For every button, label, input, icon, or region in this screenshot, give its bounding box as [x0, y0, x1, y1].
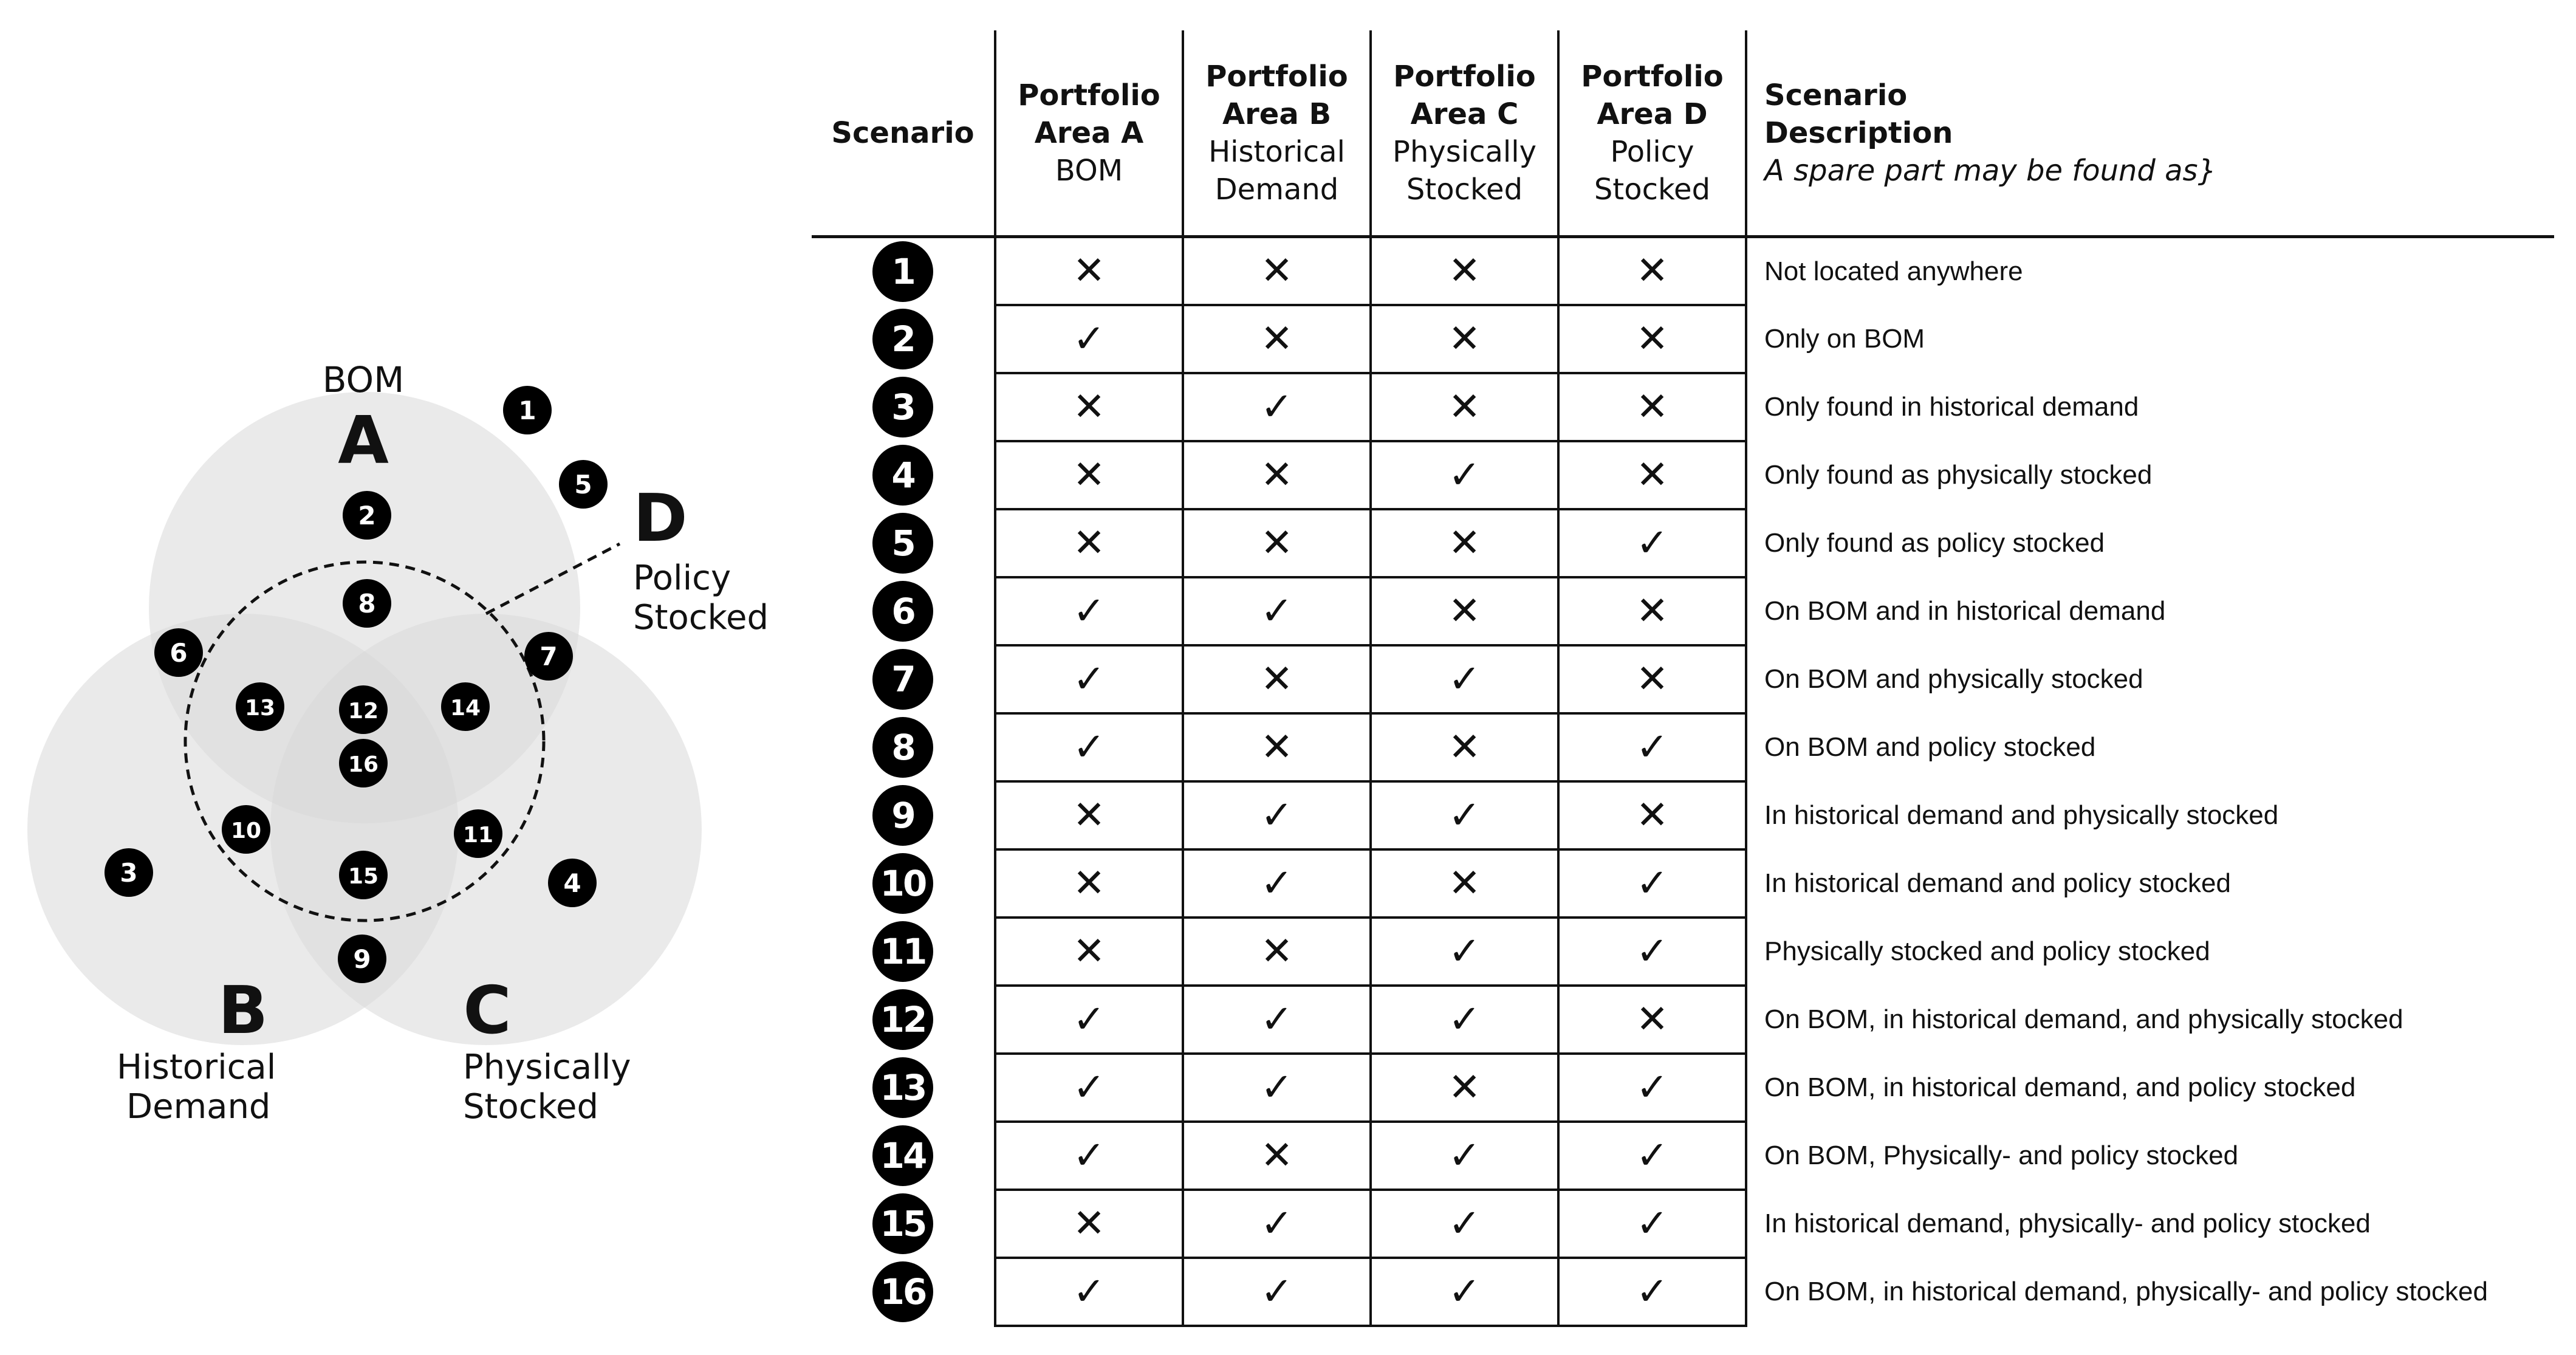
header-area-d-sub1: Policy: [1610, 134, 1694, 169]
area-c-mark: ✕: [1371, 305, 1558, 373]
table-row: [812, 373, 2554, 441]
svg-text:16: 16: [348, 752, 379, 777]
venn-badge-10: [222, 805, 270, 854]
venn-badge-4: [548, 859, 597, 907]
area-b-mark: ✓: [1183, 986, 1371, 1054]
circle-b-letter: B: [218, 973, 269, 1049]
scenario-number-badge: 3: [872, 377, 933, 437]
area-b-mark: ✓: [1183, 1054, 1371, 1122]
area-c-mark: ✕: [1371, 713, 1558, 781]
area-c-mark: ✕: [1371, 237, 1558, 306]
table-row: [812, 986, 2554, 1054]
area-d-mark: ✓: [1558, 1258, 1746, 1326]
header-description: [1746, 30, 2554, 237]
scenario-number-badge: 16: [872, 1261, 933, 1322]
scenario-number-cell: [812, 849, 995, 918]
venn-badge-15: [339, 851, 388, 899]
area-b-mark: ✓: [1183, 781, 1371, 849]
scenario-number-badge: 2: [872, 309, 933, 369]
svg-text:2: 2: [358, 501, 376, 530]
area-a-mark: ✓: [995, 986, 1183, 1054]
table-body: [812, 237, 2554, 1326]
svg-text:5: 5: [574, 470, 592, 499]
area-c-mark: ✕: [1371, 373, 1558, 441]
scenario-number-badge: 14: [872, 1125, 933, 1186]
table-row: [812, 441, 2554, 509]
scenario-number-cell: [812, 1122, 995, 1190]
scenario-number-badge: 15: [872, 1193, 933, 1254]
venn-badge-16: [339, 739, 388, 787]
area-c-mark: ✓: [1371, 781, 1558, 849]
table-row: [812, 577, 2554, 645]
circle-a-letter: A: [338, 403, 389, 479]
venn-badge-1: [503, 386, 552, 434]
area-a-mark: ✓: [995, 645, 1183, 713]
area-c-mark: ✓: [1371, 986, 1558, 1054]
circle-b-name-line1: Historical: [117, 1048, 276, 1087]
area-a-mark: ✕: [995, 509, 1183, 577]
table-row: [812, 645, 2554, 713]
scenario-description: Only on BOM: [1746, 305, 2554, 373]
area-c-mark: ✕: [1371, 577, 1558, 645]
scenario-number-cell: [812, 645, 995, 713]
circle-d-name-line2: Stocked: [633, 598, 769, 637]
scenario-number-badge: 9: [872, 785, 933, 846]
area-a-mark: ✕: [995, 781, 1183, 849]
area-d-mark: ✕: [1558, 577, 1746, 645]
scenario-number-badge: 1: [872, 241, 933, 302]
scenario-number-cell: [812, 441, 995, 509]
venn-badge-8: [343, 579, 391, 628]
scenario-description: Physically stocked and policy stocked: [1746, 918, 2554, 986]
svg-text:6: 6: [170, 638, 188, 668]
table-row: [812, 713, 2554, 781]
area-d-mark: ✓: [1558, 1190, 1746, 1258]
header-area-c-line1: Portfolio: [1393, 59, 1536, 94]
area-b-mark: ✓: [1183, 1190, 1371, 1258]
scenario-description: In historical demand and physically stocked: [1746, 781, 2554, 849]
scenario-description: In historical demand and policy stocked: [1746, 849, 2554, 918]
area-b-mark: ✕: [1183, 237, 1371, 306]
area-a-mark: ✓: [995, 1054, 1183, 1122]
scenario-number-cell: [812, 577, 995, 645]
scenario-description: Only found as policy stocked: [1746, 509, 2554, 577]
table-header-row: [812, 30, 2554, 237]
area-a-mark: ✕: [995, 441, 1183, 509]
table-row: [812, 1190, 2554, 1258]
area-a-mark: ✕: [995, 918, 1183, 986]
table-row: [812, 237, 2554, 306]
scenario-number-cell: [812, 918, 995, 986]
svg-text:14: 14: [450, 696, 481, 721]
svg-text:8: 8: [358, 589, 376, 619]
scenario-number-cell: [812, 781, 995, 849]
area-d-mark: ✕: [1558, 373, 1746, 441]
circle-d-name-line1: Policy: [633, 558, 731, 598]
area-d-mark: ✓: [1558, 918, 1746, 986]
scenario-description: On BOM and policy stocked: [1746, 713, 2554, 781]
table-row: [812, 1258, 2554, 1326]
scenario-number-badge: 8: [872, 717, 933, 778]
header-area-d-line2: Area D: [1597, 97, 1708, 131]
venn-badge-12: [339, 685, 388, 734]
header-area-d-sub2: Stocked: [1594, 172, 1711, 207]
area-d-mark: ✓: [1558, 509, 1746, 577]
header-description-line2: Description: [1764, 115, 1953, 150]
scenario-description: On BOM, in historical demand, and physically stocked: [1746, 986, 2554, 1054]
table-row: [812, 509, 2554, 577]
area-d-mark: ✕: [1558, 781, 1746, 849]
area-d-mark: ✓: [1558, 849, 1746, 918]
svg-text:1: 1: [518, 396, 536, 425]
header-area-d-line1: Portfolio: [1581, 59, 1724, 94]
venn-badge-14: [441, 682, 490, 731]
header-area-b-sub1: Historical: [1208, 134, 1345, 169]
venn-badge-7: [524, 632, 573, 681]
area-d-mark: ✕: [1558, 441, 1746, 509]
svg-text:12: 12: [348, 699, 379, 724]
header-area-a-line1: Portfolio: [1018, 78, 1160, 112]
table-row: [812, 1122, 2554, 1190]
header-area-b-line1: Portfolio: [1205, 59, 1348, 94]
scenario-number-badge: 4: [872, 445, 933, 506]
scenario-number-badge: 11: [872, 921, 933, 982]
venn-diagram: [0, 0, 808, 1355]
area-c-mark: ✓: [1371, 918, 1558, 986]
header-area-c-sub1: Physically: [1392, 134, 1536, 169]
area-c-mark: ✕: [1371, 1054, 1558, 1122]
area-b-mark: ✕: [1183, 918, 1371, 986]
scenario-description: Only found in historical demand: [1746, 373, 2554, 441]
scenario-number-cell: [812, 1054, 995, 1122]
scenario-description: On BOM and physically stocked: [1746, 645, 2554, 713]
scenario-number-cell: [812, 986, 995, 1054]
scenario-number-cell: [812, 713, 995, 781]
table-row: [812, 305, 2554, 373]
area-c-mark: ✓: [1371, 441, 1558, 509]
svg-text:11: 11: [462, 823, 494, 848]
scenario-description: Not located anywhere: [1746, 237, 2554, 306]
svg-text:15: 15: [348, 864, 379, 889]
scenario-number-cell: [812, 1258, 995, 1326]
area-c-mark: ✕: [1371, 509, 1558, 577]
venn-badge-11: [454, 809, 502, 858]
venn-badge-3: [104, 848, 153, 897]
scenario-description: In historical demand, physically- and policy stocked: [1746, 1190, 2554, 1258]
area-a-mark: ✓: [995, 1122, 1183, 1190]
venn-badge-13: [236, 682, 284, 731]
area-a-mark: ✓: [995, 1258, 1183, 1326]
svg-text:7: 7: [540, 642, 558, 671]
area-b-mark: ✕: [1183, 645, 1371, 713]
scenario-number-cell: [812, 305, 995, 373]
header-area-c-line2: Area C: [1410, 97, 1519, 131]
header-area-d: [1558, 30, 1746, 237]
scenario-description: On BOM, in historical demand, physically- and policy stocked: [1746, 1258, 2554, 1326]
area-c-mark: ✕: [1371, 849, 1558, 918]
svg-text:9: 9: [353, 944, 371, 974]
scenario-number-cell: [812, 373, 995, 441]
area-c-mark: ✓: [1371, 1122, 1558, 1190]
scenario-description: Only found as physically stocked: [1746, 441, 2554, 509]
area-b-mark: ✓: [1183, 373, 1371, 441]
table-row: [812, 918, 2554, 986]
scenario-table: [812, 30, 2554, 1327]
header-description-line1: Scenario: [1764, 78, 1908, 112]
header-scenario: Scenario: [812, 30, 995, 237]
area-c-mark: ✓: [1371, 645, 1558, 713]
scenario-number-badge: 13: [872, 1057, 933, 1118]
circle-c-letter: C: [463, 973, 512, 1049]
header-area-b-sub2: Demand: [1214, 172, 1339, 207]
header-area-c-sub2: Stocked: [1406, 172, 1523, 207]
venn-badge-5: [559, 460, 608, 509]
area-b-mark: ✕: [1183, 1122, 1371, 1190]
area-a-mark: ✕: [995, 373, 1183, 441]
area-b-mark: ✕: [1183, 305, 1371, 373]
svg-text:10: 10: [230, 818, 262, 843]
area-a-mark: ✓: [995, 577, 1183, 645]
area-d-mark: ✓: [1558, 713, 1746, 781]
circle-c-name-line2: Stocked: [463, 1087, 598, 1127]
circle-c-name-line1: Physically: [463, 1048, 631, 1087]
circle-d-letter: D: [633, 481, 688, 557]
area-d-mark: ✓: [1558, 1054, 1746, 1122]
circle-b-name-line2: Demand: [126, 1087, 271, 1127]
scenario-description: On BOM, in historical demand, and policy stocked: [1746, 1054, 2554, 1122]
area-a-mark: ✓: [995, 713, 1183, 781]
area-a-mark: ✕: [995, 849, 1183, 918]
header-description-italic: A spare part may be found as}: [1764, 153, 2217, 188]
header-area-a-sub1: BOM: [1055, 153, 1123, 188]
area-c-mark: ✓: [1371, 1190, 1558, 1258]
area-a-mark: ✕: [995, 237, 1183, 306]
header-area-b-line2: Area B: [1222, 97, 1332, 131]
area-a-mark: ✓: [995, 305, 1183, 373]
area-d-mark: ✕: [1558, 237, 1746, 306]
area-d-mark: ✕: [1558, 305, 1746, 373]
table-row: [812, 781, 2554, 849]
svg-text:3: 3: [120, 858, 138, 888]
scenario-number-badge: 7: [872, 649, 933, 710]
header-area-b: [1183, 30, 1371, 237]
venn-badge-2: [343, 491, 391, 540]
area-b-mark: ✓: [1183, 1258, 1371, 1326]
header-area-c: [1371, 30, 1558, 237]
circle-a-name: BOM: [322, 359, 405, 400]
table-row: [812, 1054, 2554, 1122]
scenario-number-badge: 10: [872, 853, 933, 914]
header-area-a: [995, 30, 1183, 237]
table-row: [812, 849, 2554, 918]
area-d-mark: ✕: [1558, 645, 1746, 713]
area-d-mark: ✕: [1558, 986, 1746, 1054]
scenario-number-badge: 12: [872, 989, 933, 1050]
scenario-description: On BOM, Physically- and policy stocked: [1746, 1122, 2554, 1190]
area-d-mark: ✓: [1558, 1122, 1746, 1190]
svg-text:4: 4: [563, 868, 581, 898]
scenario-number-badge: 6: [872, 581, 933, 642]
scenario-number-cell: [812, 509, 995, 577]
area-b-mark: ✓: [1183, 577, 1371, 645]
area-b-mark: ✕: [1183, 713, 1371, 781]
scenario-number-cell: [812, 1190, 995, 1258]
header-area-a-line2: Area A: [1034, 115, 1144, 150]
area-b-mark: ✕: [1183, 441, 1371, 509]
area-a-mark: ✕: [995, 1190, 1183, 1258]
scenario-number-cell: [812, 237, 995, 306]
area-b-mark: ✓: [1183, 849, 1371, 918]
area-b-mark: ✕: [1183, 509, 1371, 577]
scenario-description: On BOM and in historical demand: [1746, 577, 2554, 645]
svg-text:13: 13: [244, 696, 276, 721]
area-c-mark: ✓: [1371, 1258, 1558, 1326]
venn-badge-6: [154, 628, 203, 677]
scenario-number-badge: 5: [872, 513, 933, 574]
venn-badge-9: [338, 935, 386, 983]
